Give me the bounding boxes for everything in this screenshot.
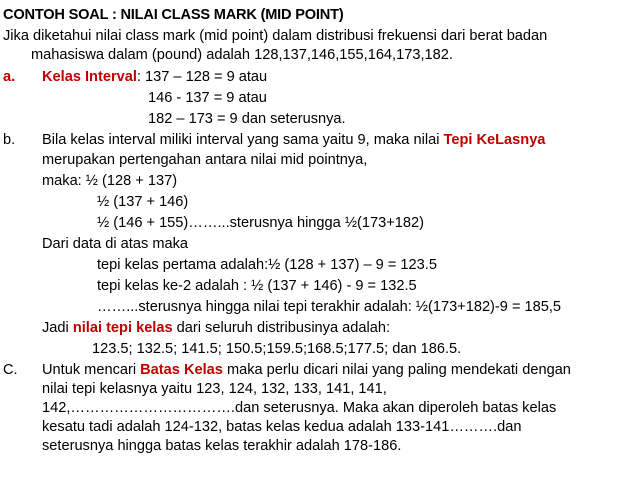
part-b-line-7: tepi kelas pertama adalah:½ (128 + 137) – 9 = 123.5 bbox=[97, 257, 437, 273]
part-a-line-3: 182 – 173 = 9 dan seterusnya. bbox=[148, 111, 346, 127]
part-b-line-1 bbox=[42, 131, 545, 151]
part-b-line-10 bbox=[42, 319, 390, 339]
part-b-line-2: merupakan pertengahan antara nilai mid pointnya, bbox=[42, 152, 368, 168]
part-c-marker: C. bbox=[3, 362, 18, 378]
part-c-line-1-post: maka perlu dicari nilai yang paling mendekati dengan bbox=[222, 362, 571, 378]
intro-line-1: Jika diketahui nilai class mark (mid point) dalam distribusi frekuensi dari berat badan bbox=[3, 28, 548, 44]
part-c-line-4: kesatu tadi adalah 124-132, batas kelas kedua adalah 133-141……….dan bbox=[42, 419, 522, 435]
part-a-marker: a. bbox=[3, 69, 16, 85]
part-b-line-8: tepi kelas ke-2 adalah : ½ (137 + 146) - 9 = 132.5 bbox=[97, 278, 417, 294]
part-c-line-5: seterusnya hingga batas kelas terakhir adalah 178-186. bbox=[42, 438, 402, 454]
part-b-line-11: 123.5; 132.5; 141.5; 150.5;159.5;168.5;177.5; dan 186.5. bbox=[92, 341, 462, 357]
part-c-line-3: 142,…………………………….dan seterusnya. Maka akan diperoleh batas kelas bbox=[42, 400, 557, 416]
batas-kelas-keyword: Batas Kelas bbox=[140, 362, 223, 378]
part-c-line-2: nilai tepi kelasnya yaitu 123, 124, 132, 133, 141, 141, bbox=[42, 381, 387, 397]
slide-title: CONTOH SOAL : NILAI CLASS MARK (MID POINT) bbox=[3, 7, 344, 23]
kelas-interval-keyword: Kelas Interval bbox=[42, 69, 137, 85]
part-b-line-9: ……...sterusnya hingga nilai tepi terakhir adalah: ½(173+182)-9 = 185,5 bbox=[97, 299, 562, 315]
part-c-line-1 bbox=[42, 361, 571, 381]
part-b-marker: b. bbox=[3, 132, 16, 148]
tepi-kelasnya-keyword: Tepi KeLasnya bbox=[443, 132, 546, 148]
part-a-line-1-rest: : 137 – 128 = 9 atau bbox=[136, 69, 268, 85]
part-b-line-3: maka: ½ (128 + 137) bbox=[42, 173, 178, 189]
part-b-line-5: ½ (146 + 155)……...sterusnya hingga ½(173+182) bbox=[97, 215, 424, 231]
intro-line-2: mahasiswa dalam (pound) adalah 128,137,146,155,164,173,182. bbox=[31, 47, 453, 63]
part-b-line-1-text: Bila kelas interval miliki interval yang sama yaitu 9, maka nilai bbox=[42, 132, 444, 148]
part-b-line-10-pre: Jadi bbox=[42, 320, 73, 336]
part-b-line-10-post: dari seluruh distribusinya adalah: bbox=[172, 320, 391, 336]
part-a-line-2: 146 - 137 = 9 atau bbox=[148, 90, 267, 106]
part-c-line-1-pre: Untuk mencari bbox=[42, 362, 141, 378]
part-b-line-4: ½ (137 + 146) bbox=[97, 194, 189, 210]
part-a-line-1 bbox=[42, 68, 267, 88]
part-b-line-6: Dari data di atas maka bbox=[42, 236, 189, 252]
nilai-tepi-kelas-keyword: nilai tepi kelas bbox=[72, 320, 173, 336]
